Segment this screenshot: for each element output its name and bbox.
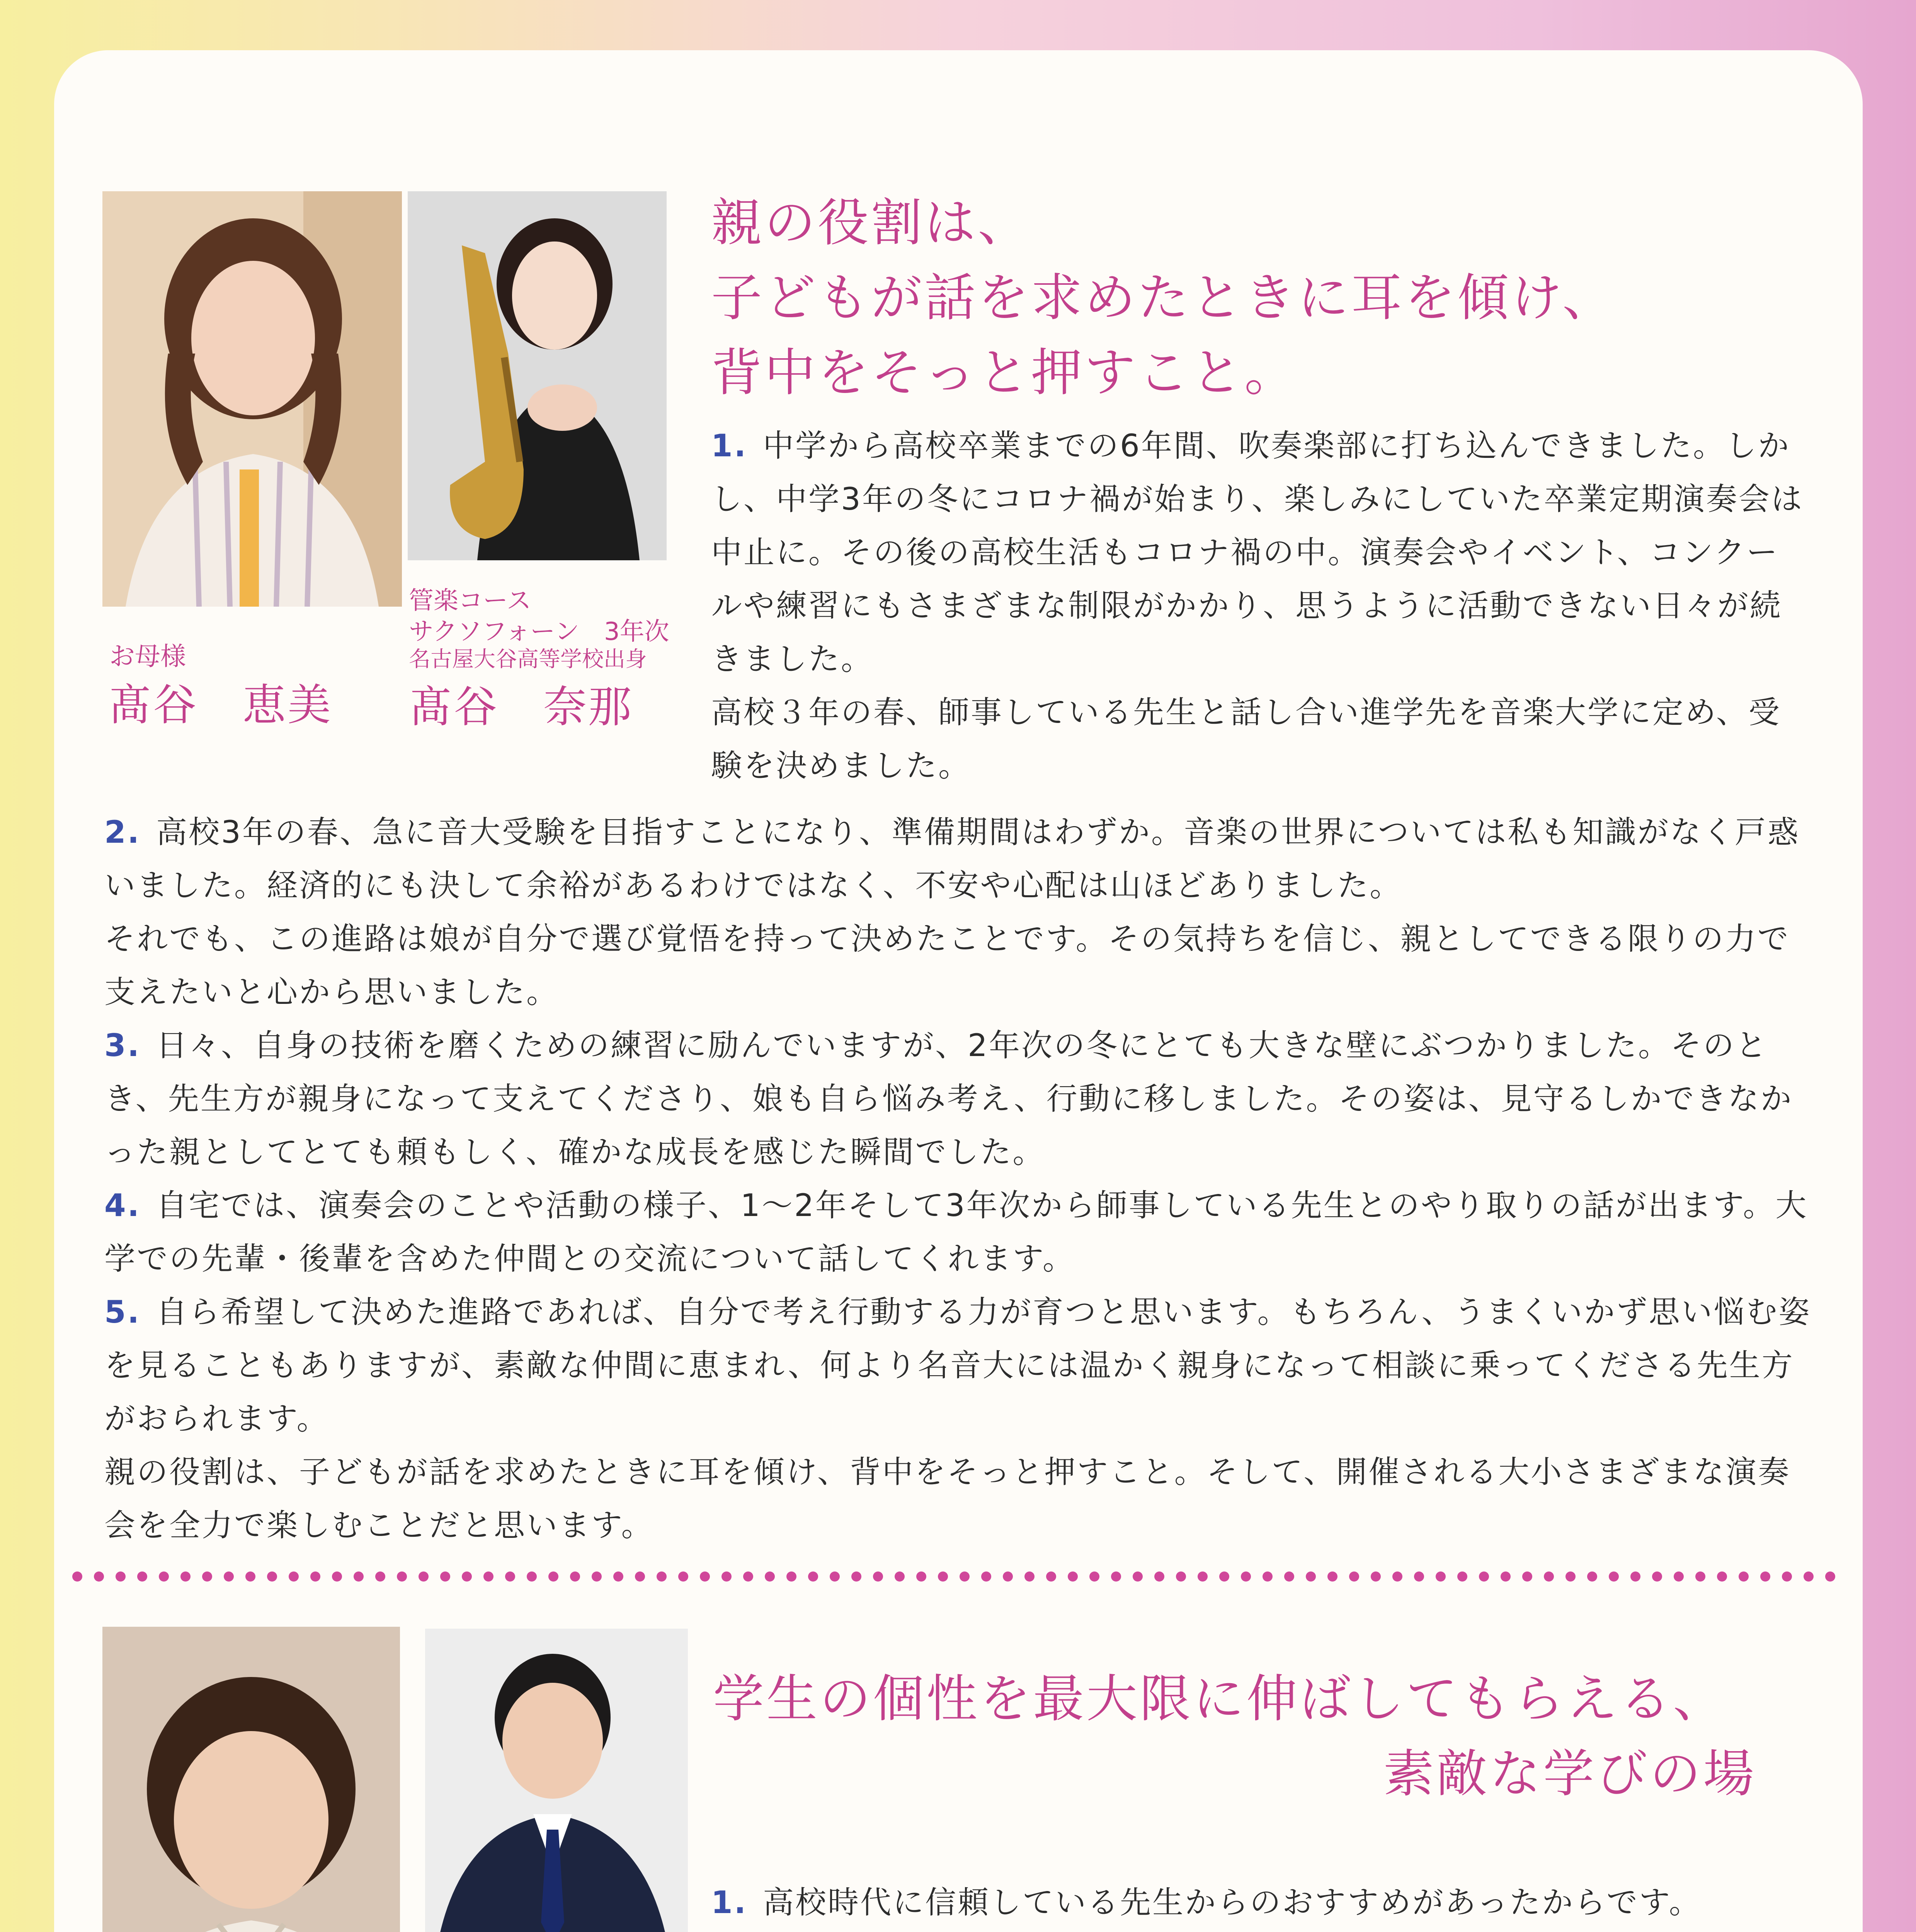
answer-text: 日々、自身の技術を磨くための練習に励んでいますが、2年次の冬にとても大きな壁にぶつかりました。そのとき、先生方が親身になって支えてくださり、娘も自ら悩み考え、行動に移しました。その姿は、見守るしかできなかった親としてとても頼もしく、確かな成長を感じた瞬間でした。 <box>104 1027 1793 1170</box>
answer-text: 自ら希望して決めた進路であれば、自分で考え行動する力が育つと思います。もちろん、うまくいかず思い悩む姿を見ることもありますが、素敵な仲間に恵まれ、何より名音大には温かく親身になって相談に乗ってくださる先生方がおられます。 <box>104 1294 1811 1437</box>
answer-text: 自宅では、演奏会のことや活動の様子、1～2年そして3年次から師事している先生とのやり取りの話が出ます。大学での先輩・後輩を含めた仲間との交流について話してくれます。 <box>104 1187 1808 1277</box>
headline-line-1: 親の役割は、 <box>711 193 1031 253</box>
section2-answers-top <box>711 1876 1816 1932</box>
student-course <box>409 585 718 672</box>
student-name: 髙谷 奈那 <box>409 682 633 732</box>
headline-line-2: 子どもが話を求めたときに耳を傾け、 <box>711 268 1616 328</box>
answer-text: 高校3年の春、急に音大受験を目指すことになり、準備期間はわずか。音楽の世界については私も知識がなく戸惑いました。経済的にも決して余裕があるわけではなく、不安や心配は山ほどありました。 <box>104 814 1800 903</box>
headline-line-2: 素敵な学びの場 <box>1383 1744 1756 1804</box>
mother-photo-takaya <box>102 191 402 607</box>
section1-headline <box>711 185 1832 410</box>
section1-answer-1 <box>711 419 1809 793</box>
section2-headline <box>713 1662 1756 1811</box>
mother-photo-sato <box>102 1627 400 1932</box>
student-course-label: 管楽コース <box>409 587 531 615</box>
section1-answers <box>104 806 1812 1552</box>
answer-number: 1. <box>711 428 748 464</box>
answer-text: 中学から高校卒業までの6年間、吹奏楽部に打ち込んできました。しかし、中学3年の冬にコロナ禍が始まり、楽しみにしていた卒業定期演奏会は中止に。その後の高校生活もコロナ禍の中。演奏会やイベント、コンクールや練習にもさまざまな制限がかかり、思うように活動できない日々が続きました。 <box>711 428 1804 677</box>
dotted-divider <box>70 1569 1847 1584</box>
answer-text: 高校３年の春、師事している先生と話し合い進学先を音楽大学に定め、受験を決めました。 <box>711 694 1781 784</box>
answer-text: 親の役割は、子どもが話を求めたときに耳を傾け、背中をそっと押すこと。そして、開催される大小さまざまな演奏会を全力で楽しむことだと思います。 <box>104 1454 1791 1543</box>
answer-number: 2. <box>104 814 141 850</box>
answer-number: 4. <box>104 1187 141 1223</box>
answer-number: 3. <box>104 1027 141 1063</box>
student-school-label: 名古屋大谷高等学校出身 <box>409 647 647 672</box>
answer-number: 1. <box>711 1884 748 1920</box>
answer-number: 5. <box>104 1294 141 1330</box>
student-photo-takaya <box>408 191 667 560</box>
answer-text: 高校時代に信頼している先生からのおすすめがあったからです。 <box>763 1884 1702 1920</box>
mother-name: 髙谷 恵美 <box>108 680 332 730</box>
headline-line-3: 背中をそっと押すこと。 <box>711 343 1298 403</box>
answer-text <box>711 1929 1816 1932</box>
student-instrument-label: サクソフォーン 3年次 <box>409 617 669 646</box>
mother-title-label: お母様 <box>109 641 186 671</box>
student-photo-sato <box>425 1629 688 1932</box>
headline-line-1: 学生の個性を最大限に伸ばしてもらえる、 <box>713 1669 1726 1729</box>
answer-text: それでも、この進路は娘が自分で選び覚悟を持って決めたことです。その気持ちを信じ、親としてできる限りの力で支えたいと心から思いました。 <box>104 921 1790 1010</box>
